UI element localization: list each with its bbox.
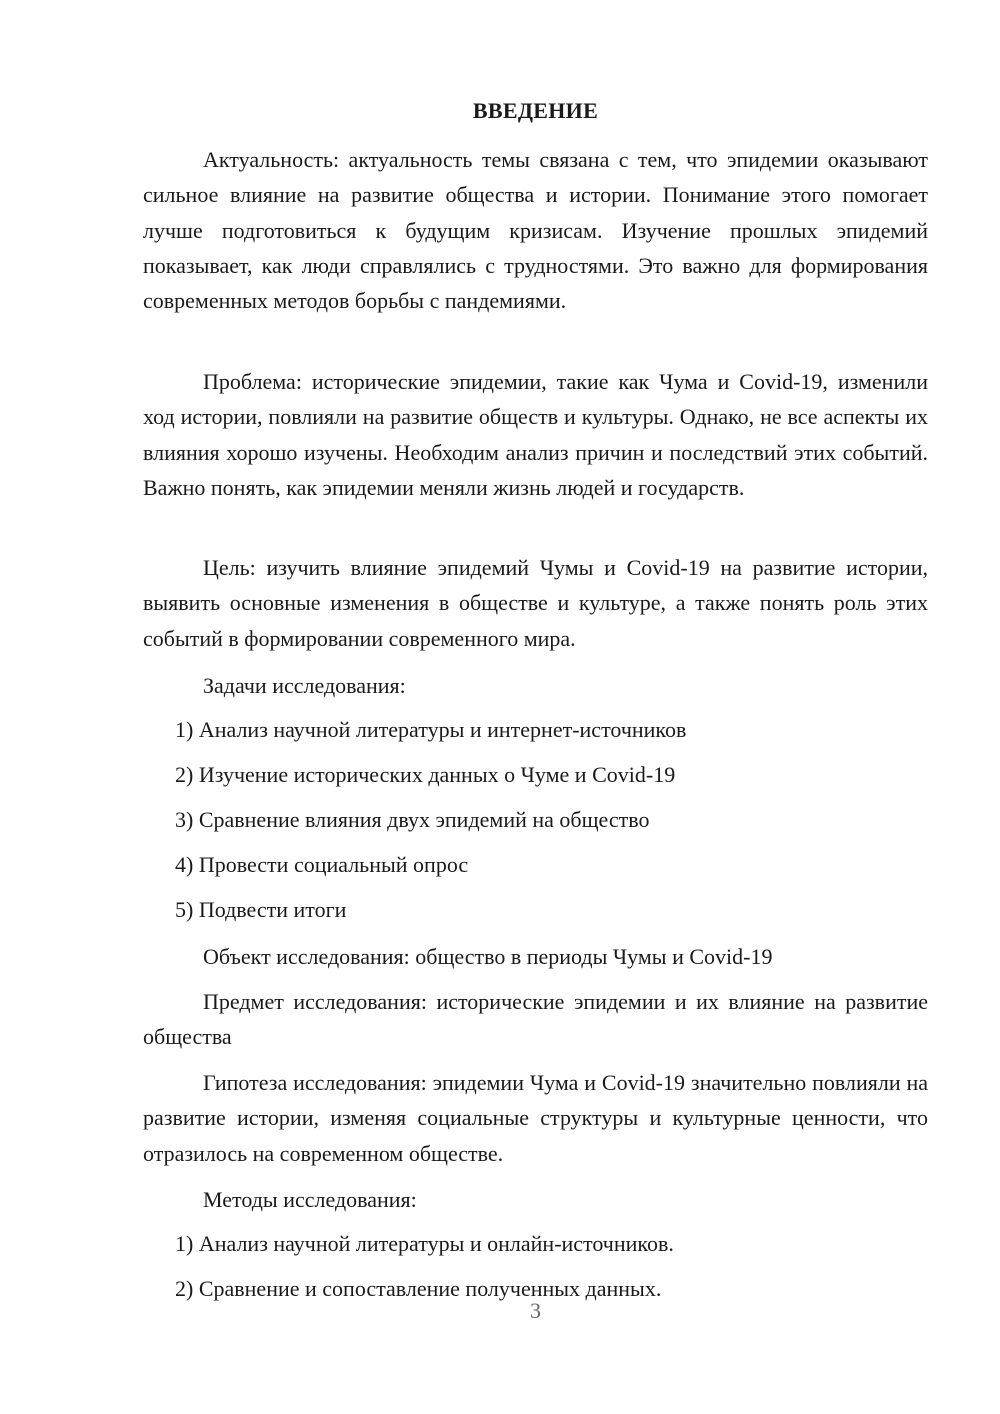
page-number: 3: [530, 1298, 541, 1323]
methods-heading: Методы исследования:: [203, 1187, 417, 1212]
paragraph-problem: Проблема: исторические эпидемии, такие как Чума и Covid-19, изменили ход истории, повлияли на развитие обществ и культуры. Однако, не все аспекты их влияния хорошо изучены. Необходим анализ причин и последствий этих событий. Важно понять, как эпидемии меняли жизнь людей и государств.: [143, 369, 928, 500]
tasks-heading: Задачи исследования:: [203, 673, 406, 698]
task-item-2: 2) Изучение исторических данных о Чуме и Covid-19: [175, 762, 676, 787]
paragraph-relevance: Актуальность: актуальность темы связана с тем, что эпидемии оказывают сильное влияние на развитие общества и истории. Понимание этого помогает лучше подготовиться к будущим кризисам. Изучение прошлых эпидемий показывает, как люди справлялись с трудностями. Это важно для формирования современных методов борьбы с пандемиями.: [143, 147, 928, 314]
document-page: [143, 0, 928, 1414]
paragraph-object: Объект исследования: общество в периоды Чумы и Covid-19: [203, 944, 773, 969]
task-item-3: 3) Сравнение влияния двух эпидемий на общество: [175, 807, 650, 832]
paragraph-hypothesis: Гипотеза исследования: эпидемии Чума и Covid-19 значительно повлияли на развитие истории, изменяя социальные структуры и культурные ценности, что отразилось на современном обществе.: [143, 1070, 928, 1166]
method-item-2: 2) Сравнение и сопоставление полученных данных.: [175, 1276, 662, 1301]
task-item-1: 1) Анализ научной литературы и интернет-источников: [175, 717, 687, 742]
page-title: ВВЕДЕНИЕ: [472, 98, 599, 123]
paragraph-subject: Предмет исследования: исторические эпидемии и их влияние на развитие общества: [143, 989, 928, 1050]
task-item-4: 4) Провести социальный опрос: [175, 852, 469, 877]
paragraph-goal: Цель: изучить влияние эпидемий Чумы и Covid-19 на развитие истории, выявить основные изменения в обществе и культуре, а также понять роль этих событий в формировании современного мира.: [143, 555, 928, 651]
task-item-5: 5) Подвести итоги: [175, 897, 347, 922]
method-item-1: 1) Анализ научной литературы и онлайн-источников.: [175, 1231, 674, 1256]
